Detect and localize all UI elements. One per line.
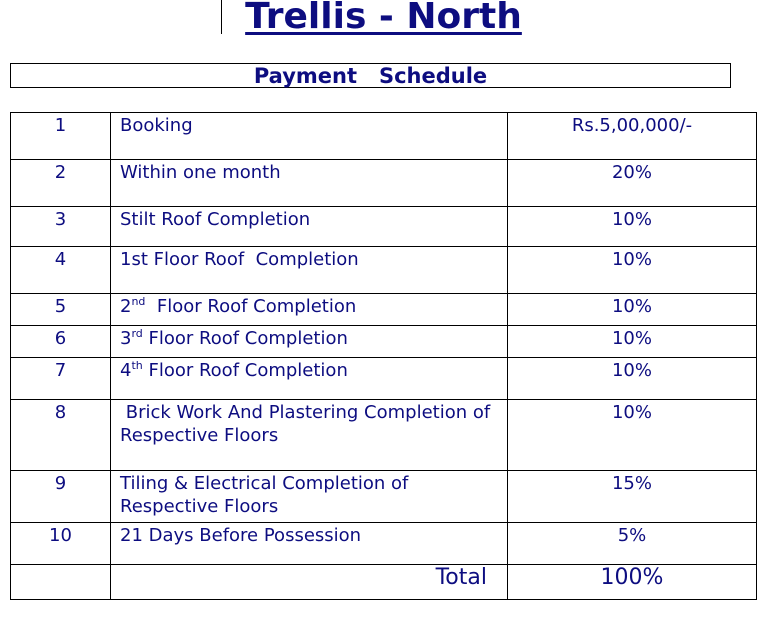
table-row	[11, 358, 757, 400]
payment-amount: 20%	[508, 160, 757, 207]
section-heading: Payment Schedule	[10, 63, 731, 88]
row-number: 4	[11, 247, 111, 294]
row-number: 2	[11, 160, 111, 207]
floor-number: 4	[120, 360, 132, 381]
stage-description	[111, 294, 508, 326]
table-row	[11, 294, 757, 326]
payment-amount: 10%	[508, 247, 757, 294]
row-number: 8	[11, 400, 111, 471]
stage-description: Brick Work And Plastering Completion of Respective Floors	[111, 400, 508, 471]
table-row	[11, 160, 757, 207]
empty-cell	[11, 565, 111, 600]
row-number: 9	[11, 471, 111, 523]
table-row	[11, 247, 757, 294]
row-number: 1	[11, 113, 111, 160]
row-number: 6	[11, 326, 111, 358]
payment-amount: 10%	[508, 400, 757, 471]
total-row	[11, 565, 757, 600]
table-row	[11, 113, 757, 160]
stage-description: Within one month	[111, 160, 508, 207]
row-number: 10	[11, 523, 111, 565]
text-cursor	[221, 0, 222, 34]
row-number: 7	[11, 358, 111, 400]
total-label: Total	[111, 565, 508, 600]
stage-description: Tiling & Electrical Completion of Respective Floors	[111, 471, 508, 523]
payment-amount: 10%	[508, 207, 757, 247]
ordinal-suffix: nd	[131, 295, 146, 308]
title-text: Trellis - North	[245, 0, 522, 37]
stage-description	[111, 326, 508, 358]
stage-description: Stilt Roof Completion	[111, 207, 508, 247]
table-row	[11, 326, 757, 358]
document-title	[0, 0, 767, 40]
stage-description: 21 Days Before Possession	[111, 523, 508, 565]
payment-amount: 15%	[508, 471, 757, 523]
stage-text: Floor Roof Completion	[142, 360, 348, 381]
payment-amount: 10%	[508, 326, 757, 358]
table-row	[11, 471, 757, 523]
stage-description	[111, 358, 508, 400]
payment-amount: Rs.5,00,000/-	[508, 113, 757, 160]
ordinal-suffix: th	[131, 359, 143, 372]
floor-number: 2	[120, 296, 132, 317]
row-number: 5	[11, 294, 111, 326]
payment-schedule-table	[10, 112, 757, 600]
ordinal-suffix: rd	[131, 327, 143, 340]
total-value: 100%	[508, 565, 757, 600]
row-number: 3	[11, 207, 111, 247]
stage-text: Floor Roof Completion	[142, 328, 348, 349]
payment-amount: 10%	[508, 358, 757, 400]
table-row	[11, 207, 757, 247]
payment-amount: 5%	[508, 523, 757, 565]
floor-number: 3	[120, 328, 132, 349]
stage-description: Booking	[111, 113, 508, 160]
stage-text: Floor Roof Completion	[145, 296, 357, 317]
stage-description: 1st Floor Roof Completion	[111, 247, 508, 294]
payment-amount: 10%	[508, 294, 757, 326]
table-row	[11, 523, 757, 565]
table-row	[11, 400, 757, 471]
